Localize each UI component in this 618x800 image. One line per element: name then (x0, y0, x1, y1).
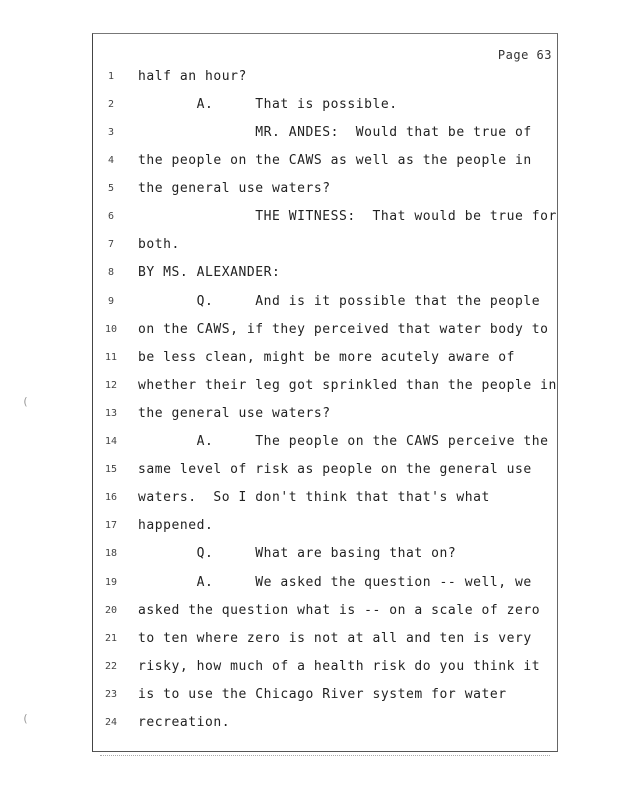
line-number: 8 (107, 267, 115, 278)
transcript-line (0, 713, 618, 733)
transcript-line (0, 320, 618, 340)
transcript-line (0, 376, 618, 396)
bottom-rule (100, 755, 550, 756)
transcript-line (0, 404, 618, 424)
line-text: Q. And is it possible that the people (138, 294, 541, 309)
transcript-line (0, 179, 618, 199)
transcript-line (0, 263, 618, 283)
line-number: 16 (104, 492, 118, 503)
line-number: 18 (104, 548, 118, 559)
page-number: Page 63 (497, 48, 552, 62)
line-text: A. We asked the question -- well, we (138, 575, 532, 590)
line-text: both. (138, 237, 180, 252)
transcript-line (0, 488, 618, 508)
line-number: 3 (107, 127, 115, 138)
line-number: 6 (107, 211, 115, 222)
transcript-line (0, 292, 618, 312)
line-number: 14 (104, 436, 118, 447)
line-text: waters. So I don't think that that's what (138, 490, 490, 505)
transcript-line (0, 601, 618, 621)
line-text: the general use waters? (138, 181, 331, 196)
transcript-line (0, 123, 618, 143)
transcript-line (0, 235, 618, 255)
line-number: 21 (104, 633, 118, 644)
line-text: same level of risk as people on the general use (138, 462, 532, 477)
line-text: BY MS. ALEXANDER: (138, 265, 281, 280)
transcript-line (0, 629, 618, 649)
line-number: 17 (104, 520, 118, 531)
line-text: recreation. (138, 715, 231, 730)
transcript-line (0, 657, 618, 677)
transcript-line (0, 432, 618, 452)
margin-scan-mark: ( (22, 395, 29, 408)
line-number: 4 (107, 155, 115, 166)
line-text: asked the question what is -- on a scale of zero (138, 603, 541, 618)
line-number: 13 (104, 408, 118, 419)
line-text: to ten where zero is not at all and ten is very (138, 631, 532, 646)
line-number: 2 (107, 99, 115, 110)
line-number: 11 (104, 352, 118, 363)
line-text: the general use waters? (138, 406, 331, 421)
line-text: happened. (138, 518, 214, 533)
transcript-line (0, 348, 618, 368)
margin-scan-mark: ( (22, 712, 29, 725)
line-text: the people on the CAWS as well as the people in (138, 153, 532, 168)
transcript-line (0, 95, 618, 115)
line-number: 5 (107, 183, 115, 194)
line-number: 19 (104, 577, 118, 588)
line-number: 23 (104, 689, 118, 700)
line-text: be less clean, might be more acutely aware of (138, 350, 515, 365)
transcript-line (0, 516, 618, 536)
line-number: 9 (107, 296, 115, 307)
transcript-line (0, 544, 618, 564)
line-number: 24 (104, 717, 118, 728)
transcript-line (0, 207, 618, 227)
line-number: 1 (107, 71, 115, 82)
line-number: 12 (104, 380, 118, 391)
line-number: 22 (104, 661, 118, 672)
line-text: whether their leg got sprinkled than the people in (138, 378, 557, 393)
line-number: 10 (104, 324, 118, 335)
line-number: 15 (104, 464, 118, 475)
transcript-line (0, 67, 618, 87)
transcript-line (0, 460, 618, 480)
line-number: 7 (107, 239, 115, 250)
line-text: MR. ANDES: Would that be true of (138, 125, 532, 140)
transcript-line (0, 573, 618, 593)
line-text: A. That is possible. (138, 97, 398, 112)
line-text: risky, how much of a health risk do you think it (138, 659, 541, 674)
line-text: A. The people on the CAWS perceive the (138, 434, 549, 449)
line-text: THE WITNESS: That would be true for (138, 209, 557, 224)
transcript-line (0, 151, 618, 171)
line-text: Q. What are basing that on? (138, 546, 457, 561)
line-text: is to use the Chicago River system for water (138, 687, 507, 702)
line-text: half an hour? (138, 69, 247, 84)
line-text: on the CAWS, if they perceived that water body to (138, 322, 549, 337)
transcript-line (0, 685, 618, 705)
line-number: 20 (104, 605, 118, 616)
